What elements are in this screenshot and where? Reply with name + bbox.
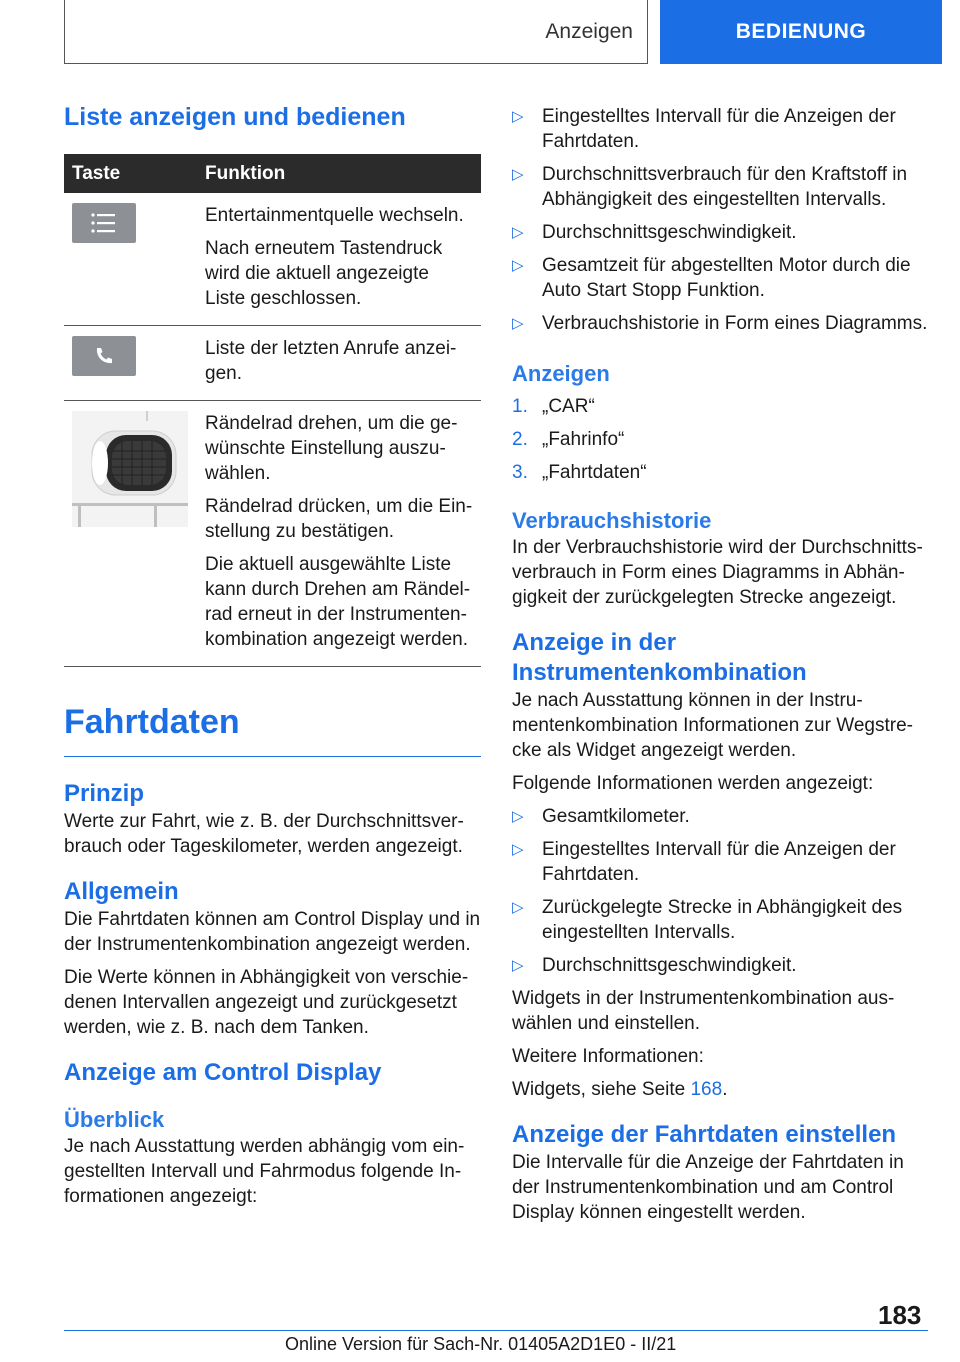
table-row [64,401,481,667]
list-key-icon [72,203,136,243]
list-item: 1. „CAR“ [512,396,595,417]
function-text: Die aktuell ausgewählte Liste kann durch Drehen am Rändelrad erneut in der Instrumentenkombination angezeigt werden. [205,554,471,650]
list-item: ▷ Gesamtzeit für abgestellten Motor durch die Auto Start Stopp Funktion. [512,255,911,301]
overview-bullet-list [512,104,928,336]
ueberblick-heading: Überblick [64,1107,165,1132]
list-item: ▷ Eingestelltes Intervall für die Anzeigen der Fahrtdaten. [512,106,896,152]
triangle-bullet-icon: ▷ [512,166,524,183]
table-header-function: Funktion [197,154,481,193]
triangle-bullet-icon: ▷ [512,841,524,858]
instrument-cluster-heading: Anzeige in der Instrumentenkombination [512,629,807,686]
table-cell-function [197,326,481,401]
triangle-bullet-icon: ▷ [512,257,524,274]
list-item: 2. „Fahrinfo“ [512,429,625,450]
page-number: 183 [878,1300,922,1330]
footer-version: Online Version für Sach-Nr. 01405A2D1E0 - II/21 [285,1334,677,1354]
control-display-heading: Anzeige am Control Display [64,1059,382,1086]
function-text: Nach erneutem Tastendruck wird die aktuell angezeigte Liste geschlossen. [205,238,443,309]
footer-divider [64,1330,928,1331]
table-cell-key [64,401,197,667]
header-chapter-label: BEDIENUNG [735,20,867,43]
widget-bullet-list [512,804,928,978]
ueberblick-text: Je nach Ausstattung werden abhängig vom eingestellten Intervall und Fahrmodus folgende Informationen angezeigt: [64,1136,465,1207]
right-column [512,104,928,1225]
list-item: ▷ Durchschnittsverbrauch für den Kraftstoff in Abhängigkeit des eingestellten Intervalls. [512,164,908,210]
list-item: ▷ Gesamtkilometer. [512,806,690,827]
table-cell-key [64,193,197,326]
ik-text-4: Weitere Informationen: [512,1046,704,1067]
list-item: 3. „Fahrtdaten“ [512,462,647,483]
ik-text-3: Widgets in der Instrumentenkombination auswählen und einstellen. [512,988,895,1034]
widget-reference: Widgets, siehe Seite 168. [512,1079,728,1100]
list-item: ▷ Zurückgelegte Strecke in Abhängigkeit des eingestellten Intervalls. [512,897,903,943]
key-function-table [64,154,481,667]
table-row [64,193,481,326]
table-header-row [64,154,481,193]
settings-heading: Anzeige der Fahrtdaten einstellen [512,1121,897,1148]
anzeigen-heading: Anzeigen [512,361,610,386]
triangle-bullet-icon: ▷ [512,808,524,825]
list-item: ▷ Eingestelltes Intervall für die Anzeigen der Fahrtdaten. [512,839,896,885]
list-item: ▷ Durchschnittsgeschwindigkeit. [512,955,797,976]
prinzip-text: Werte zur Fahrt, wie z. B. der Durchschnittsverbrauch oder Tageskilometer, werden angezeigt. [64,811,464,857]
verbrauch-heading: Verbrauchshistorie [512,508,712,533]
verbrauch-text: In der Verbrauchshistorie wird der Durchschnittsverbrauch in Form eines Diagramms in Abhängigkeit der zurückgelegten Strecke angezeigt. [512,537,923,608]
triangle-bullet-icon: ▷ [512,224,524,241]
chapter-title: Fahrtdaten [64,703,481,757]
phone-key-icon [72,336,136,376]
function-text: Entertainmentquelle wechseln. [205,205,464,226]
steps-list [512,394,928,485]
triangle-bullet-icon: ▷ [512,315,524,332]
list-section-title: Liste anzeigen und bedienen [64,103,406,131]
page-link[interactable]: 168 [690,1079,723,1100]
table-row [64,326,481,401]
thumbwheel-image [72,411,188,527]
header-section-label: Anzeigen [545,19,633,43]
triangle-bullet-icon: ▷ [512,108,524,125]
function-text: Liste der letzten Anrufe anzeigen. [205,338,457,384]
settings-text: Die Intervalle für die Anzeige der Fahrtdaten in der Instrumentenkombination und am Control Display können eingestellt werden. [512,1152,904,1223]
table-cell-function [197,193,481,326]
ik-text-1: Je nach Ausstattung können in der Instrumentenkombination Informationen zur Wegstrecke als Widget angezeigt werden. [512,690,913,761]
allgemein-text-1: Die Fahrtdaten können am Control Display und in der Instrumentenkombination angezeigt werden. [64,909,481,955]
header-chapter-tab[interactable] [660,0,942,64]
table-cell-key [64,326,197,401]
table-header-key: Taste [64,154,197,193]
allgemein-heading: Allgemein [64,878,179,905]
list-item: ▷ Verbrauchshistorie in Form eines Diagramms. [512,313,928,334]
prinzip-heading: Prinzip [64,780,145,807]
list-item: ▷ Durchschnittsgeschwindigkeit. [512,222,797,243]
triangle-bullet-icon: ▷ [512,957,524,974]
triangle-bullet-icon: ▷ [512,899,524,916]
header-section [64,0,648,64]
left-column [64,100,481,1209]
ik-text-2: Folgende Informationen werden angezeigt: [512,773,874,794]
function-text: Rändelrad drücken, um die Einstellung zu bestätigen. [205,496,473,542]
function-text: Rändelrad drehen, um die gewünschte Einstellung auszuwählen. [205,413,458,484]
allgemein-text-2: Die Werte können in Abhängigkeit von verschiedenen Intervallen angezeigt und zurückgesetzt werden, wie z. B. nach dem Tanken. [64,967,469,1038]
table-cell-function [197,401,481,667]
